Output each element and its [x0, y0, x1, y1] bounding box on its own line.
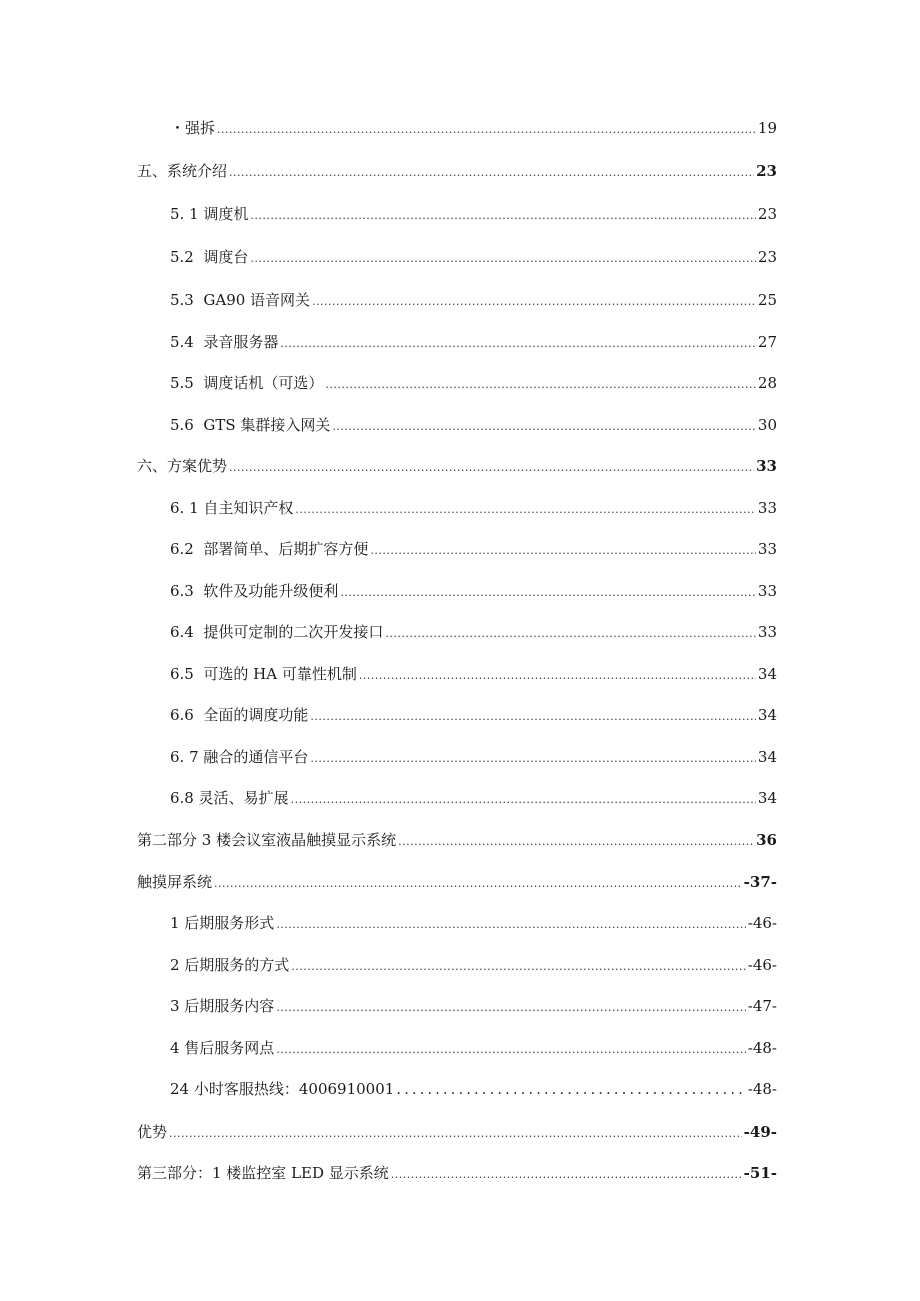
toc-entry[interactable]	[170, 371, 777, 395]
toc-entry-title: 五、系统介绍	[137, 162, 228, 180]
toc-entry-title: 6. 1 自主知识产权	[170, 499, 294, 517]
toc-entry-title: 1 后期服务形式	[170, 914, 275, 932]
toc-dot-leader	[398, 830, 754, 854]
toc-entry-page: 33	[757, 540, 777, 558]
toc-entry[interactable]	[137, 1161, 777, 1185]
toc-entry-title: 5.4 录音服务器	[170, 333, 279, 351]
toc-entry-page: 33	[756, 457, 777, 475]
toc-dot-leader	[276, 913, 745, 937]
toc-dot-leader	[250, 247, 756, 271]
toc-entry-page: -46-	[747, 956, 777, 974]
toc-entry[interactable]	[170, 579, 777, 603]
toc-entry-page: 34	[757, 706, 777, 724]
toc-entry-title: 5.3 GA90 语音网关	[170, 291, 311, 309]
toc-dot-leader	[229, 161, 754, 185]
toc-entry[interactable]	[170, 911, 777, 935]
toc-entry-page: 23	[756, 162, 777, 180]
toc-entry-title: 六、方案优势	[137, 457, 228, 475]
toc-entry[interactable]	[170, 245, 777, 269]
toc-dot-leader	[291, 955, 745, 979]
toc-entry-title: 第二部分 3 楼会议室液晶触摸显示系统	[137, 831, 397, 849]
toc-dot-leader	[250, 204, 756, 228]
toc-entry[interactable]	[170, 1036, 777, 1060]
toc-entry[interactable]	[170, 1077, 777, 1101]
toc-dot-leader	[340, 581, 756, 605]
toc-dot-leader	[310, 705, 756, 729]
toc-entry[interactable]	[137, 1120, 777, 1144]
toc-dot-leader	[359, 664, 756, 688]
toc-entry[interactable]	[170, 953, 777, 977]
toc-dot-leader	[385, 622, 756, 646]
toc-entry[interactable]	[137, 828, 777, 852]
toc-dot-leader	[169, 1122, 742, 1146]
toc-entry[interactable]	[170, 288, 777, 312]
toc-entry-title: 5.2 调度台	[170, 248, 249, 266]
toc-entry-page: -47-	[747, 997, 777, 1015]
toc-entry-page: 33	[757, 623, 777, 641]
toc-entry-page: 33	[757, 582, 777, 600]
toc-entry[interactable]	[170, 537, 777, 561]
toc-entry-page: 19	[757, 119, 777, 137]
toc-dot-leader	[276, 1038, 745, 1062]
toc-dot-leader	[217, 118, 756, 142]
toc-entry-page: -46-	[747, 914, 777, 932]
toc-dot-leader	[332, 415, 755, 439]
toc-entry-title: 6.4 提供可定制的二次开发接口	[170, 623, 384, 641]
toc-entry-title: 6.3 软件及功能升级便利	[170, 582, 339, 600]
toc-dot-leader	[396, 1077, 745, 1101]
toc-dot-leader	[276, 996, 745, 1020]
toc-entry-page: 36	[756, 831, 777, 849]
toc-entry-page: -48-	[747, 1080, 777, 1098]
toc-entry[interactable]	[170, 620, 777, 644]
toc-entry-page: 30	[757, 416, 777, 434]
toc-entry-title: 优势	[137, 1123, 168, 1141]
toc-entry[interactable]	[170, 786, 777, 810]
toc-entry-page: 25	[757, 291, 777, 309]
toc-entry[interactable]	[137, 454, 777, 478]
toc-entry-title: 5.5 调度话机（可选）	[170, 374, 324, 392]
toc-entry[interactable]	[170, 662, 777, 686]
toc-entry-title: 第三部分：1 楼监控室 LED 显示系统	[137, 1164, 389, 1182]
toc-entry-title: 24 小时客服热线：4006910001	[170, 1080, 395, 1098]
toc-entry-title: 6.5 可选的 HA 可靠性机制	[170, 665, 357, 683]
toc-dot-leader	[295, 498, 756, 522]
toc-entry[interactable]	[137, 159, 777, 183]
toc-entry-page: 34	[757, 748, 777, 766]
toc-entry-title: 触摸屏系统	[137, 873, 213, 891]
toc-entry-title: 3 后期服务内容	[170, 997, 275, 1015]
toc-dot-leader	[391, 1163, 742, 1187]
toc-dot-leader	[312, 290, 756, 314]
toc-entry[interactable]	[170, 496, 777, 520]
toc-dot-leader	[370, 539, 756, 563]
toc-entry[interactable]	[137, 870, 777, 894]
toc-dot-leader	[280, 332, 756, 356]
toc-dot-leader	[325, 373, 756, 397]
toc-entry[interactable]	[170, 994, 777, 1018]
toc-entry[interactable]	[170, 745, 777, 769]
toc-entry[interactable]	[170, 413, 777, 437]
toc-entry[interactable]	[170, 202, 777, 226]
toc-entry-title: ・强拆	[170, 119, 216, 137]
toc-entry-title: 5.6 GTS 集群接入网关	[170, 416, 331, 434]
toc-entry-title: 6.8 灵活、易扩展	[170, 789, 289, 807]
toc-entry-page: 34	[757, 789, 777, 807]
toc-entry-page: -49-	[743, 1123, 777, 1141]
toc-entry-page: 27	[757, 333, 777, 351]
toc-entry-page: 33	[757, 499, 777, 517]
toc-entry-page: 34	[757, 665, 777, 683]
toc-entry-page: 23	[757, 205, 777, 223]
toc-entry-title: 2 后期服务的方式	[170, 956, 290, 974]
toc-entry[interactable]	[170, 330, 777, 354]
toc-entry-title: 6. 7 融合的通信平台	[170, 748, 309, 766]
toc-entry[interactable]	[170, 703, 777, 727]
toc-entry-title: 6.6 全面的调度功能	[170, 706, 309, 724]
toc-entry-title: 6.2 部署简单、后期扩容方便	[170, 540, 369, 558]
toc-entry-title: 5. 1 调度机	[170, 205, 249, 223]
toc-entry[interactable]	[170, 116, 777, 140]
toc-dot-leader	[229, 456, 754, 480]
toc-entry-page: -51-	[743, 1164, 777, 1182]
toc-entry-title: 4 售后服务网点	[170, 1039, 275, 1057]
toc-dot-leader	[214, 872, 742, 896]
toc-dot-leader	[291, 788, 756, 812]
toc-entry-page: -37-	[743, 873, 777, 891]
toc-dot-leader	[310, 747, 756, 771]
toc-entry-page: 28	[757, 374, 777, 392]
toc-entry-page: 23	[757, 248, 777, 266]
toc-entry-page: -48-	[747, 1039, 777, 1057]
